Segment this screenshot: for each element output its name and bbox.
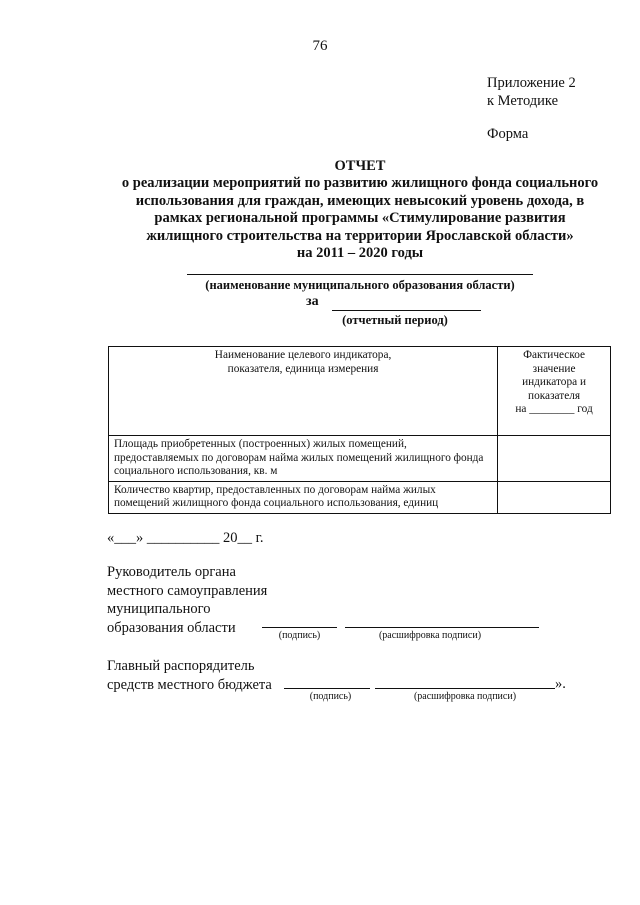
reporting-period-field[interactable]	[332, 310, 481, 311]
signature-decoding-line-1[interactable]	[345, 627, 539, 628]
header-text: Наименование целевого индикатора,	[214, 349, 392, 361]
table-row	[109, 481, 611, 513]
signatory-line: образования области	[107, 619, 236, 636]
report-table	[108, 346, 611, 514]
header-indicator-cell	[109, 347, 498, 436]
title-line: использования для граждан, имеющих невысокий уровень дохода, в	[135, 192, 585, 209]
signatory-1-title	[107, 563, 267, 637]
signatory-line: средств местного бюджета	[107, 676, 272, 693]
signature-caption-2: (подпись)	[309, 691, 352, 702]
appendix-line-1: Приложение 2	[487, 75, 576, 91]
municipality-name-field[interactable]	[187, 274, 533, 275]
value-cell[interactable]	[498, 436, 611, 482]
closing-quote: ».	[555, 676, 566, 692]
report-title	[90, 158, 630, 262]
header-year-line	[503, 403, 605, 417]
signature-decoding-line-2[interactable]	[375, 688, 555, 689]
period-prefix: за	[306, 294, 319, 309]
signatory-line: Главный распорядитель	[107, 658, 255, 674]
header-value-cell	[498, 347, 611, 436]
indicator-cell: Площадь приобретенных (построенных) жилых помещений, предоставляемых по договорам найма жилых помещений жилищного фонда социального использования, кв. м	[109, 436, 498, 482]
table-header-row	[109, 347, 611, 436]
year-blank[interactable]: ________	[529, 403, 575, 416]
table-row	[109, 436, 611, 482]
appendix-reference	[487, 74, 576, 110]
date-line[interactable]: «___» __________ 20__ г.	[107, 530, 264, 546]
signatory-line: Руководитель органа	[107, 564, 236, 580]
signature-line-2[interactable]	[284, 688, 370, 689]
header-text: индикатора и	[522, 376, 586, 389]
municipality-caption: (наименование муниципального образования области)	[205, 278, 515, 292]
signatory-line: муниципального	[107, 601, 211, 617]
decoding-caption-2: (расшифровка подписи)	[413, 691, 517, 702]
header-text: показателя	[528, 389, 581, 402]
value-cell[interactable]	[498, 481, 611, 513]
header-text: Фактическое	[523, 349, 586, 361]
header-text: показателя, единица измерения	[227, 362, 379, 375]
indicator-cell: Количество квартир, предоставленных по договорам найма жилых помещений жилищного фонда социального использования, единиц	[109, 481, 498, 513]
title-heading: ОТЧЕТ	[334, 158, 386, 174]
signature-caption-1: (подпись)	[278, 630, 321, 641]
period-caption: (отчетный период)	[342, 313, 448, 327]
signatory-2-title	[107, 657, 272, 694]
title-line: о реализации мероприятий по развитию жилищного фонда социального	[121, 175, 599, 192]
title-line: на 2011 – 2020 годы	[296, 245, 424, 262]
signatory-line: местного самоуправления	[107, 582, 268, 599]
decoding-caption-1: (расшифровка подписи)	[378, 630, 482, 641]
signature-line-1[interactable]	[262, 627, 337, 628]
form-label: Форма	[487, 126, 529, 142]
year-suffix: год	[577, 403, 593, 416]
title-line: рамках региональной программы «Стимулирование развития	[154, 210, 566, 227]
title-line: жилищного строительства на территории Ярославской области»	[146, 227, 574, 244]
appendix-line-2: к Методике	[487, 93, 559, 109]
page-number: 76	[312, 38, 328, 54]
year-prefix: на	[515, 403, 527, 416]
header-text: значение	[532, 362, 576, 375]
